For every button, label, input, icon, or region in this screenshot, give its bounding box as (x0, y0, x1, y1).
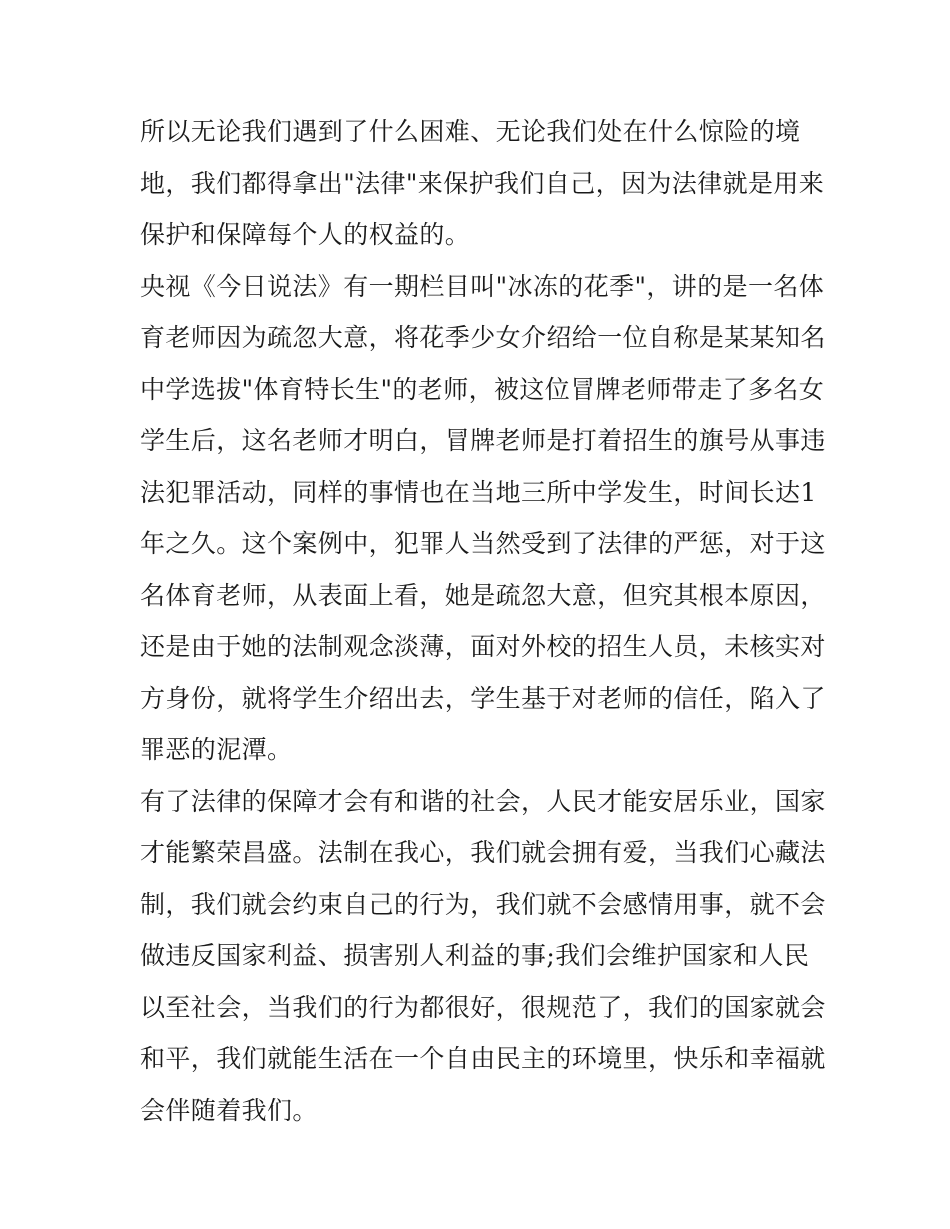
document-body (140, 106, 826, 1136)
text-line: 还是由于她的法制观念淡薄，面对外校的招生人员，未核实对 (140, 632, 826, 661)
text-line: 地，我们都得拿出"法律"来保护我们自己，因为法律就是用来 (140, 168, 825, 198)
text-line: 和平，我们就能生活在一个自由民主的环境里，快乐和幸福就 (140, 1044, 826, 1073)
text-line: 法犯罪活动，同样的事情也在当地三所中学发生，时间长达1 (140, 477, 817, 507)
text-line: 所以无论我们遇到了什么困难、无论我们处在什么惊险的境 (140, 117, 801, 146)
text-line: 中学选拔"体育特长生"的老师，被这位冒牌老师带走了多名女 (140, 374, 825, 404)
text-line: 方身份，就将学生介绍出去，学生基于对老师的信任，陷入了 (140, 683, 826, 713)
text-line: 才能繁荣昌盛。法制在我心，我们就会拥有爱，当我们心藏法 (140, 838, 826, 867)
text-line: 育老师因为疏忽大意，将花季少女介绍给一位自称是某某知名 (140, 323, 826, 352)
text-line: 保护和保障每个人的权益的。 (140, 220, 471, 249)
text-line: 年之久。这个案例中，犯罪人当然受到了法律的严惩，对于这 (140, 529, 826, 558)
text-line: 有了法律的保障才会有和谐的社会，人民才能安居乐业，国家 (140, 786, 826, 816)
text-line: 制，我们就会约束自己的行为，我们就不会感情用事，就不会 (140, 889, 826, 919)
text-line: 学生后，这名老师才明白，冒牌老师是打着招生的旗号从事违 (140, 426, 826, 455)
text-line: 罪恶的泥潭。 (140, 735, 293, 764)
text-line: 做违反国家利益、损害别人利益的事;我们会维护国家和人民 (140, 941, 810, 970)
text-line: 以至社会，当我们的行为都很好，很规范了，我们的国家就会 (140, 992, 826, 1022)
text-line: 会伴随着我们。 (140, 1095, 318, 1125)
text-line: 央视《今日说法》有一期栏目叫"冰冻的花季"，讲的是一名体 (140, 271, 825, 301)
text-line: 名体育老师，从表面上看，她是疏忽大意，但究其根本原因， (140, 580, 826, 610)
